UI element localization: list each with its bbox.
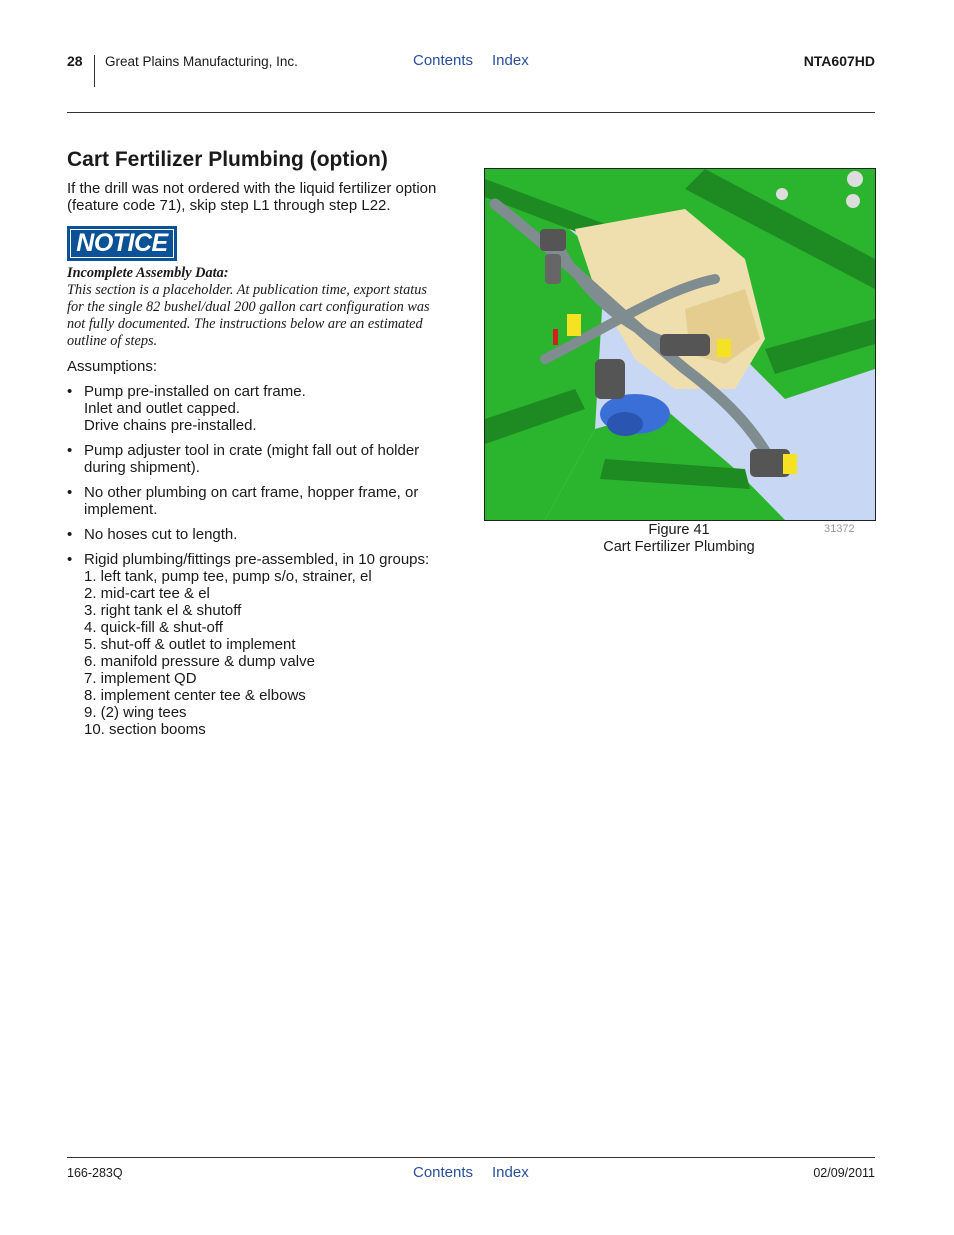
page-number: 28 [67, 53, 83, 69]
notice-heading: Incomplete Assembly Data: [67, 265, 229, 281]
list-item: • Rigid plumbing/fittings pre-assembled, in 10 groups: 1. left tank, pump tee, pump s/o, strainer, el 2. mid-cart tee & el 3. right tank el & shutoff 4. quick-fill & shut-off 5. shut-off & outlet to implement 6. manifold pressure & dump valve 7. implement QD 8. implement center tee & elbows 9. (2) wing tees 10. section booms [67, 551, 430, 738]
header-divider [94, 55, 95, 87]
footer-rule [67, 1157, 875, 1158]
list-item: • No other plumbing on cart frame, hopper frame, or implement. [67, 484, 419, 518]
assumptions-list [67, 383, 467, 738]
figure-number: Figure 41 [648, 522, 710, 538]
company-name: Great Plains Manufacturing, Inc. [105, 54, 298, 69]
list-item: • No hoses cut to length. [67, 526, 238, 543]
header-rule [67, 112, 875, 113]
figure-image [484, 168, 876, 521]
part-number: 166-283Q [67, 1166, 123, 1180]
notice-label: NOTICE [67, 226, 177, 261]
doc-id: NTA607HD [803, 53, 875, 69]
section-title: Cart Fertilizer Plumbing (option) [67, 148, 388, 171]
figure-caption: Cart Fertilizer Plumbing [603, 539, 755, 555]
list-item: • Pump pre-installed on cart frame. Inlet and outlet capped. Drive chains pre-installed. [67, 383, 306, 434]
assumptions-label: Assumptions: [67, 358, 158, 375]
notice-content: Incomplete Assembly Data: This section is a placeholder. At publication time, export status for the single 82 bushel/dual 200 gallon cart configuration was not fully documented. The instructions below are an estimated outline of steps. [67, 265, 467, 350]
footer-contents-link[interactable]: Contents [413, 1164, 474, 1181]
footer-index-link[interactable]: Index [492, 1164, 529, 1181]
intro-paragraph: If the drill was not ordered with the liquid fertilizer option (feature code 71), skip step L1 through step L22. [67, 180, 437, 214]
list-item: • Pump adjuster tool in crate (might fall out of holder during shipment). [67, 442, 420, 476]
publication-date: 02/09/2011 [813, 1166, 875, 1180]
figure-code: 31372 [824, 523, 855, 535]
cart-plumbing-illustration [485, 169, 875, 520]
header-contents-link[interactable]: Contents [413, 52, 474, 69]
header-index-link[interactable]: Index [492, 52, 529, 69]
